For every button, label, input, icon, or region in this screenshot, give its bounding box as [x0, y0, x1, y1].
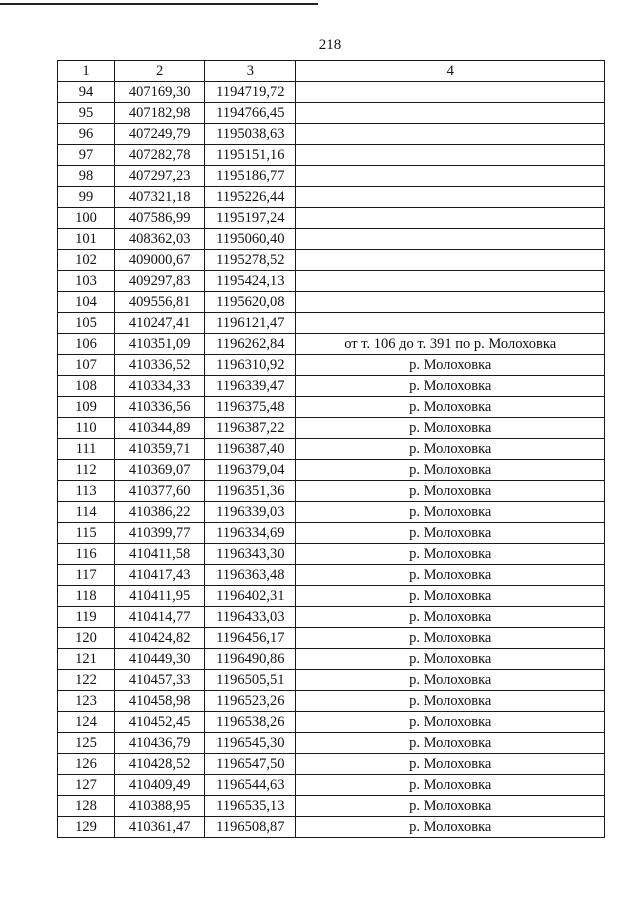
cell-y-coordinate: 1196490,86	[205, 649, 296, 670]
cell-description	[296, 187, 605, 208]
cell-point-number: 94	[58, 82, 115, 103]
cell-description: р. Молоховка	[296, 523, 605, 544]
cell-description	[296, 103, 605, 124]
table-row	[58, 691, 605, 712]
cell-description	[296, 229, 605, 250]
cell-description: р. Молоховка	[296, 355, 605, 376]
table-row	[58, 82, 605, 103]
cell-description	[296, 124, 605, 145]
cell-point-number: 104	[58, 292, 115, 313]
table-row	[58, 544, 605, 565]
cell-description	[296, 82, 605, 103]
cell-y-coordinate: 1196310,92	[205, 355, 296, 376]
cell-point-number: 119	[58, 607, 115, 628]
cell-y-coordinate: 1195038,63	[205, 124, 296, 145]
table-row	[58, 334, 605, 355]
cell-x-coordinate: 407182,98	[115, 103, 205, 124]
cell-point-number: 128	[58, 796, 115, 817]
cell-point-number: 122	[58, 670, 115, 691]
cell-x-coordinate: 410369,07	[115, 460, 205, 481]
cell-x-coordinate: 407586,99	[115, 208, 205, 229]
cell-x-coordinate: 410388,95	[115, 796, 205, 817]
cell-y-coordinate: 1195226,44	[205, 187, 296, 208]
cell-description: от т. 106 до т. 391 по р. Молоховка	[296, 334, 605, 355]
cell-x-coordinate: 410351,09	[115, 334, 205, 355]
cell-description	[296, 166, 605, 187]
cell-point-number: 103	[58, 271, 115, 292]
cell-x-coordinate: 408362,03	[115, 229, 205, 250]
cell-y-coordinate: 1196387,22	[205, 418, 296, 439]
cell-x-coordinate: 410452,45	[115, 712, 205, 733]
cell-description: р. Молоховка	[296, 586, 605, 607]
cell-y-coordinate: 1195151,16	[205, 145, 296, 166]
table-row	[58, 250, 605, 271]
cell-x-coordinate: 410457,33	[115, 670, 205, 691]
cell-x-coordinate: 410386,22	[115, 502, 205, 523]
cell-point-number: 113	[58, 481, 115, 502]
table-row	[58, 733, 605, 754]
cell-x-coordinate: 410247,41	[115, 313, 205, 334]
cell-description: р. Молоховка	[296, 754, 605, 775]
cell-point-number: 118	[58, 586, 115, 607]
cell-x-coordinate: 410428,52	[115, 754, 205, 775]
cell-point-number: 101	[58, 229, 115, 250]
cell-x-coordinate: 410449,30	[115, 649, 205, 670]
top-rule	[0, 3, 318, 5]
cell-y-coordinate: 1196375,48	[205, 397, 296, 418]
cell-point-number: 127	[58, 775, 115, 796]
cell-point-number: 100	[58, 208, 115, 229]
cell-y-coordinate: 1196339,03	[205, 502, 296, 523]
table-row	[58, 628, 605, 649]
cell-point-number: 114	[58, 502, 115, 523]
cell-y-coordinate: 1196351,36	[205, 481, 296, 502]
cell-point-number: 97	[58, 145, 115, 166]
cell-point-number: 121	[58, 649, 115, 670]
table-row	[58, 439, 605, 460]
cell-y-coordinate: 1196379,04	[205, 460, 296, 481]
table-row	[58, 607, 605, 628]
cell-x-coordinate: 410334,33	[115, 376, 205, 397]
coordinates-table-body	[58, 61, 605, 838]
cell-point-number: 106	[58, 334, 115, 355]
table-row	[58, 754, 605, 775]
cell-description: р. Молоховка	[296, 460, 605, 481]
cell-x-coordinate: 407249,79	[115, 124, 205, 145]
cell-x-coordinate: 410359,71	[115, 439, 205, 460]
cell-description: р. Молоховка	[296, 502, 605, 523]
table-row	[58, 355, 605, 376]
cell-x-coordinate: 407282,78	[115, 145, 205, 166]
cell-y-coordinate: 1196363,48	[205, 565, 296, 586]
table-row	[58, 670, 605, 691]
cell-x-coordinate: 409000,67	[115, 250, 205, 271]
cell-x-coordinate: 410336,52	[115, 355, 205, 376]
table-row	[58, 586, 605, 607]
cell-x-coordinate: 410361,47	[115, 817, 205, 838]
cell-point-number: 102	[58, 250, 115, 271]
header-cell-description: 4	[296, 61, 605, 82]
cell-description: р. Молоховка	[296, 376, 605, 397]
cell-y-coordinate: 1196387,40	[205, 439, 296, 460]
cell-y-coordinate: 1196547,50	[205, 754, 296, 775]
cell-point-number: 98	[58, 166, 115, 187]
table-row	[58, 481, 605, 502]
cell-point-number: 112	[58, 460, 115, 481]
cell-x-coordinate: 409297,83	[115, 271, 205, 292]
cell-description: р. Молоховка	[296, 481, 605, 502]
cell-point-number: 96	[58, 124, 115, 145]
table-row	[58, 523, 605, 544]
cell-description: р. Молоховка	[296, 733, 605, 754]
cell-x-coordinate: 410424,82	[115, 628, 205, 649]
cell-point-number: 117	[58, 565, 115, 586]
cell-y-coordinate: 1196505,51	[205, 670, 296, 691]
cell-description: р. Молоховка	[296, 670, 605, 691]
table-row	[58, 292, 605, 313]
cell-y-coordinate: 1196538,26	[205, 712, 296, 733]
cell-y-coordinate: 1194719,72	[205, 82, 296, 103]
cell-point-number: 111	[58, 439, 115, 460]
table-row	[58, 775, 605, 796]
cell-x-coordinate: 410411,58	[115, 544, 205, 565]
cell-x-coordinate: 410417,43	[115, 565, 205, 586]
cell-x-coordinate: 410458,98	[115, 691, 205, 712]
cell-y-coordinate: 1194766,45	[205, 103, 296, 124]
cell-description: р. Молоховка	[296, 628, 605, 649]
cell-y-coordinate: 1196339,47	[205, 376, 296, 397]
cell-point-number: 105	[58, 313, 115, 334]
cell-y-coordinate: 1196535,13	[205, 796, 296, 817]
cell-y-coordinate: 1195278,52	[205, 250, 296, 271]
table-row	[58, 124, 605, 145]
table-row	[58, 313, 605, 334]
cell-y-coordinate: 1196545,30	[205, 733, 296, 754]
cell-point-number: 120	[58, 628, 115, 649]
cell-y-coordinate: 1196121,47	[205, 313, 296, 334]
cell-description	[296, 271, 605, 292]
table-row	[58, 712, 605, 733]
coordinates-table	[57, 60, 605, 838]
cell-x-coordinate: 410336,56	[115, 397, 205, 418]
header-cell-point-number: 1	[58, 61, 115, 82]
table-row	[58, 229, 605, 250]
table-row	[58, 376, 605, 397]
cell-description: р. Молоховка	[296, 691, 605, 712]
cell-y-coordinate: 1196262,84	[205, 334, 296, 355]
cell-point-number: 99	[58, 187, 115, 208]
cell-y-coordinate: 1195186,77	[205, 166, 296, 187]
cell-x-coordinate: 410377,60	[115, 481, 205, 502]
cell-point-number: 115	[58, 523, 115, 544]
cell-y-coordinate: 1196508,87	[205, 817, 296, 838]
cell-x-coordinate: 410414,77	[115, 607, 205, 628]
cell-x-coordinate: 410436,79	[115, 733, 205, 754]
cell-description	[296, 208, 605, 229]
table-row	[58, 208, 605, 229]
cell-point-number: 123	[58, 691, 115, 712]
cell-point-number: 126	[58, 754, 115, 775]
cell-y-coordinate: 1195197,24	[205, 208, 296, 229]
cell-description	[296, 250, 605, 271]
cell-x-coordinate: 410409,49	[115, 775, 205, 796]
cell-y-coordinate: 1196343,30	[205, 544, 296, 565]
header-cell-y-coordinate: 3	[205, 61, 296, 82]
cell-y-coordinate: 1196402,31	[205, 586, 296, 607]
cell-y-coordinate: 1196523,26	[205, 691, 296, 712]
cell-x-coordinate: 410399,77	[115, 523, 205, 544]
cell-description: р. Молоховка	[296, 775, 605, 796]
cell-y-coordinate: 1195620,08	[205, 292, 296, 313]
cell-x-coordinate: 410411,95	[115, 586, 205, 607]
table-row	[58, 187, 605, 208]
cell-point-number: 129	[58, 817, 115, 838]
table-row	[58, 418, 605, 439]
cell-point-number: 116	[58, 544, 115, 565]
cell-x-coordinate: 407169,30	[115, 82, 205, 103]
table-row	[58, 796, 605, 817]
table-row	[58, 145, 605, 166]
cell-x-coordinate: 410344,89	[115, 418, 205, 439]
cell-point-number: 110	[58, 418, 115, 439]
cell-description: р. Молоховка	[296, 607, 605, 628]
header-row	[58, 61, 605, 82]
cell-description: р. Молоховка	[296, 397, 605, 418]
cell-point-number: 107	[58, 355, 115, 376]
cell-description: р. Молоховка	[296, 544, 605, 565]
cell-point-number: 95	[58, 103, 115, 124]
cell-y-coordinate: 1196456,17	[205, 628, 296, 649]
cell-x-coordinate: 407321,18	[115, 187, 205, 208]
cell-x-coordinate: 407297,23	[115, 166, 205, 187]
cell-point-number: 109	[58, 397, 115, 418]
cell-description: р. Молоховка	[296, 649, 605, 670]
cell-description	[296, 145, 605, 166]
table-row	[58, 271, 605, 292]
cell-description: р. Молоховка	[296, 817, 605, 838]
cell-y-coordinate: 1196334,69	[205, 523, 296, 544]
cell-description: р. Молоховка	[296, 565, 605, 586]
cell-point-number: 108	[58, 376, 115, 397]
table-row	[58, 817, 605, 838]
table-row	[58, 460, 605, 481]
cell-y-coordinate: 1196433,03	[205, 607, 296, 628]
cell-description: р. Молоховка	[296, 796, 605, 817]
page-number: 218	[318, 37, 342, 53]
cell-x-coordinate: 409556,81	[115, 292, 205, 313]
table-row	[58, 166, 605, 187]
cell-y-coordinate: 1195060,40	[205, 229, 296, 250]
cell-y-coordinate: 1195424,13	[205, 271, 296, 292]
cell-description	[296, 292, 605, 313]
header-cell-x-coordinate: 2	[115, 61, 205, 82]
cell-point-number: 125	[58, 733, 115, 754]
cell-description: р. Молоховка	[296, 418, 605, 439]
cell-description	[296, 313, 605, 334]
table-row	[58, 103, 605, 124]
table-row	[58, 565, 605, 586]
cell-point-number: 124	[58, 712, 115, 733]
table-row	[58, 502, 605, 523]
cell-y-coordinate: 1196544,63	[205, 775, 296, 796]
table-row	[58, 649, 605, 670]
cell-description: р. Молоховка	[296, 439, 605, 460]
table-row	[58, 397, 605, 418]
cell-description: р. Молоховка	[296, 712, 605, 733]
